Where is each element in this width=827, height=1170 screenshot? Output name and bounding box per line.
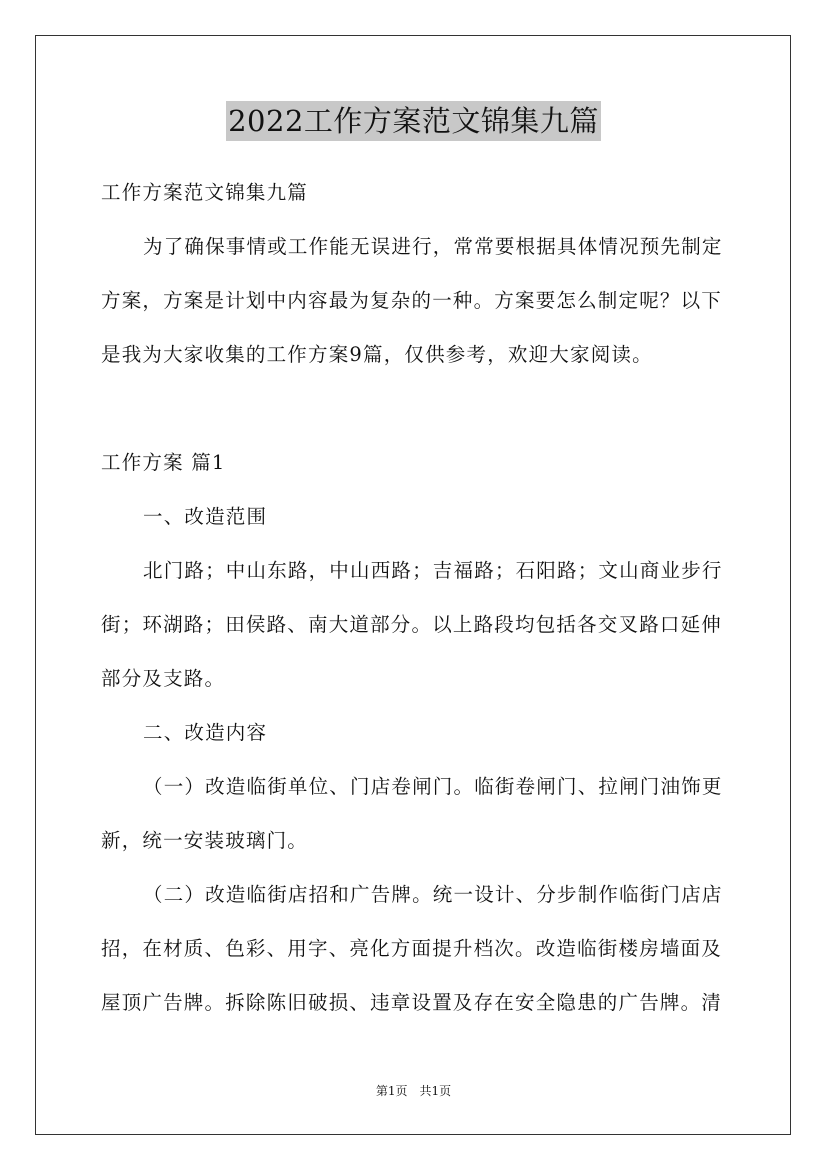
text-line: 屋顶广告牌。拆除陈旧破损、违章设置及存在安全隐患的广告牌。清 [101, 991, 723, 1014]
text-line: 工作方案范文锦集九篇 [101, 181, 309, 204]
blank-line [101, 382, 727, 436]
text-line: （一）改造临街单位、门店卷闸门。临街卷闸门、拉闸门油饰更 [143, 775, 723, 798]
text-line: 招，在材质、色彩、用字、亮化方面提升档次。改造临街楼房墙面及 [101, 937, 723, 960]
text-line: 部分及支路。 [101, 667, 226, 690]
text-line: 方案，方案是计划中内容最为复杂的一种。方案要怎么制定呢？以下 [101, 289, 723, 312]
text-line: 街；环湖路；田侯路、南大道部分。以上路段均包括各交叉路口延伸 [101, 613, 723, 636]
text-line: 为了确保事情或工作能无误进行，常常要根据具体情况预先制定 [143, 235, 723, 258]
text-line: 新，统一安装玻璃门。 [101, 829, 309, 852]
title-container [0, 101, 827, 141]
document-title: 2022工作方案范文锦集九篇 [226, 101, 601, 141]
text-line: 是我为大家收集的工作方案9篇，仅供参考，欢迎大家阅读。 [101, 343, 653, 366]
text-line: 工作方案 篇1 [101, 451, 226, 474]
page-footer: 第1页 共1页 [375, 1084, 452, 1098]
document-body [101, 166, 727, 1030]
text-line: 北门路；中山东路，中山西路；吉福路；石阳路；文山商业步行 [143, 559, 723, 582]
text-line: 二、改造内容 [143, 721, 268, 744]
text-line: （二）改造临街店招和广告牌。统一设计、分步制作临街门店店 [143, 883, 723, 906]
text-line: 一、改造范围 [143, 505, 268, 528]
